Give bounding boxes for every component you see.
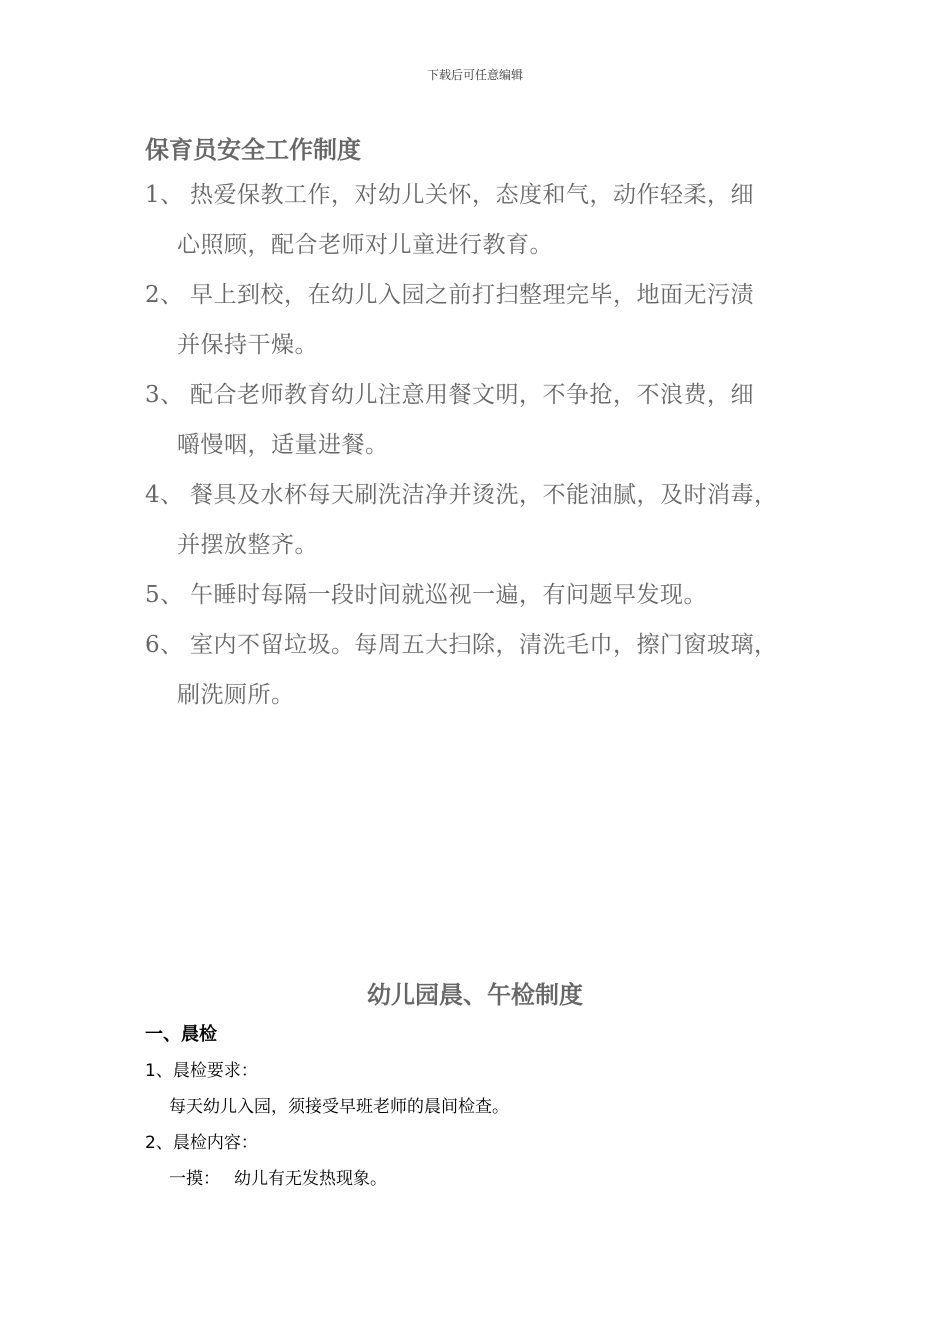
rule-text-continued: 并保持干燥。: [177, 332, 318, 358]
rule-item: [145, 370, 845, 470]
rule-text: 午睡时每隔一段时间就巡视一遍，有问题早发现。: [190, 582, 707, 608]
content-lead: 一摸：: [169, 1169, 220, 1189]
rule-text: 早上到校，在幼儿入园之前打扫整理完毕，地面无污渍: [190, 282, 754, 308]
health-check-title: 幼儿园晨、午检制度: [367, 981, 583, 1009]
rule-item: [145, 270, 845, 370]
item-number: 2: [145, 1133, 156, 1153]
morning-check-heading: 一、晨检: [145, 1024, 217, 1045]
rule-text-continued: 并摆放整齐。: [177, 532, 318, 558]
item-label: 、晨检内容：: [155, 1133, 258, 1153]
rule-text-continued: 嚼慢咽，适量进餐。: [177, 432, 389, 458]
morning-check-content: [145, 1125, 805, 1161]
rule-number: 5、: [145, 582, 184, 608]
rule-number: 4、: [145, 482, 184, 508]
rule-text: 餐具及水杯每天刷洗洁净并烫洗，不能油腻，及时消毒，: [190, 482, 778, 508]
morning-check-requirement: [145, 1053, 805, 1089]
rule-text-continued: 刷洗厕所。: [177, 682, 295, 708]
rule-number: 1、: [145, 182, 184, 208]
rule-item: [145, 620, 845, 720]
rule-number: 3、: [145, 382, 184, 408]
rule-text: 室内不留垃圾。每周五大扫除，清洗毛巾，擦门窗玻璃，: [190, 632, 778, 658]
rule-text: 配合老师教育幼儿注意用餐文明，不争抢，不浪费，细: [190, 382, 754, 408]
item-number: 1: [145, 1061, 156, 1081]
content-text: 幼儿有无发热现象。: [234, 1169, 387, 1189]
safety-rules-title: 保育员安全工作制度: [145, 136, 361, 164]
requirement-text: 每天幼儿入园，须接受早班老师的晨间检查。: [169, 1097, 509, 1117]
item-label: 、晨检要求：: [155, 1061, 258, 1081]
rule-item: [145, 170, 845, 270]
safety-rules-section: [145, 130, 845, 720]
rule-number: 2、: [145, 282, 184, 308]
content-line: [145, 1161, 805, 1197]
rule-number: 6、: [145, 632, 184, 658]
health-check-section: [145, 975, 805, 1197]
rule-text-continued: 心照顾，配合老师对儿童进行教育。: [177, 232, 553, 258]
rule-item: [145, 570, 845, 620]
page-header: 下载后可任意编辑: [426, 68, 523, 82]
rule-item: [145, 470, 845, 570]
rule-text: 热爱保教工作，对幼儿关怀，态度和气，动作轻柔，细: [190, 182, 754, 208]
